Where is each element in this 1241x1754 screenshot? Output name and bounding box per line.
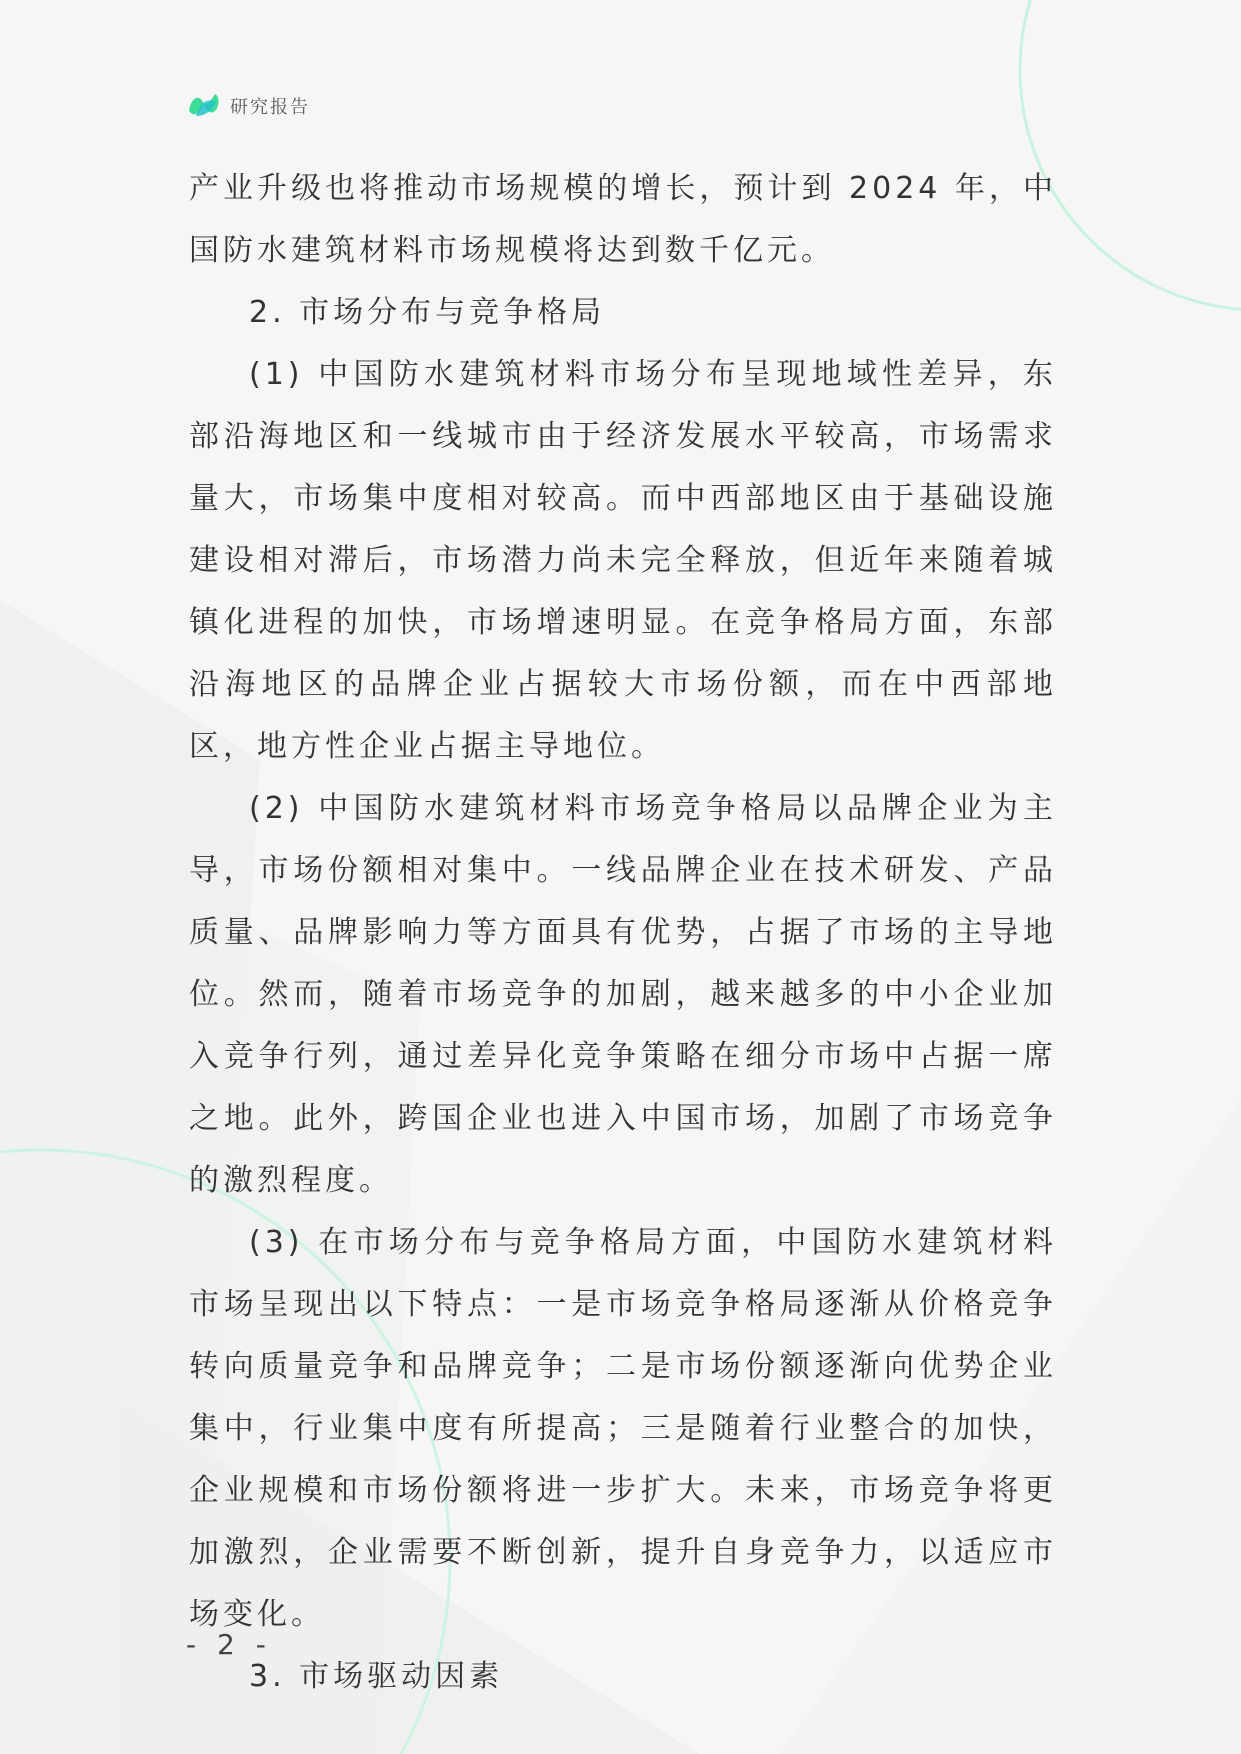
paragraph-continuation: 产业升级也将推动市场规模的增长，预计到 2024 年，中国防水建筑材料市场规模将达到数千亿元。 (189, 171, 1057, 268)
report-header (186, 88, 310, 124)
document-body (189, 158, 1057, 1708)
section-heading-market-distribution: 2. 市场分布与竞争格局 (249, 295, 606, 330)
paragraph-item-2: (2) 中国防水建筑材料市场竞争格局以品牌企业为主导，市场份额相对集中。一线品牌企业在技术研发、产品质量、品牌影响力等方面具有优势，占据了市场的主导地位。然而，随着市场竞争的加剧，越来越多的中小企业加入竞争行列，通过差异化竞争策略在细分市场中占据一席之地。此外，跨国企业也进入中国市场，加剧了市场竞争的激烈程度。 (189, 791, 1057, 1198)
paragraph-item-1: (1) 中国防水建筑材料市场分布呈现地域性差异，东部沿海地区和一线城市由于经济发展水平较高，市场需求量大，市场集中度相对较高。而中西部地区由于基础设施建设相对滞后，市场潜力尚未完全释放，但近年来随着城镇化进程的加快，市场增速明显。在竞争格局方面，东部沿海地区的品牌企业占据较大市场份额，而在中西部地区，地方性企业占据主导地位。 (189, 357, 1057, 764)
page-number: - 2 - (186, 1628, 272, 1661)
paragraph-item-3: (3) 在市场分布与竞争格局方面，中国防水建筑材料市场呈现出以下特点：一是市场竞争格局逐渐从价格竞争转向质量竞争和品牌竞争；二是市场份额逐渐向优势企业集中，行业集中度有所提高；三是随着行业整合的加快，企业规模和市场份额将进一步扩大。未来，市场竞争将更加激烈，企业需要不断创新，提升自身竞争力，以适应市场变化。 (189, 1225, 1057, 1632)
report-header-title: 研究报告 (230, 97, 310, 118)
brand-logo-icon (186, 90, 222, 122)
section-heading-market-drivers: 3. 市场驱动因素 (249, 1659, 504, 1694)
